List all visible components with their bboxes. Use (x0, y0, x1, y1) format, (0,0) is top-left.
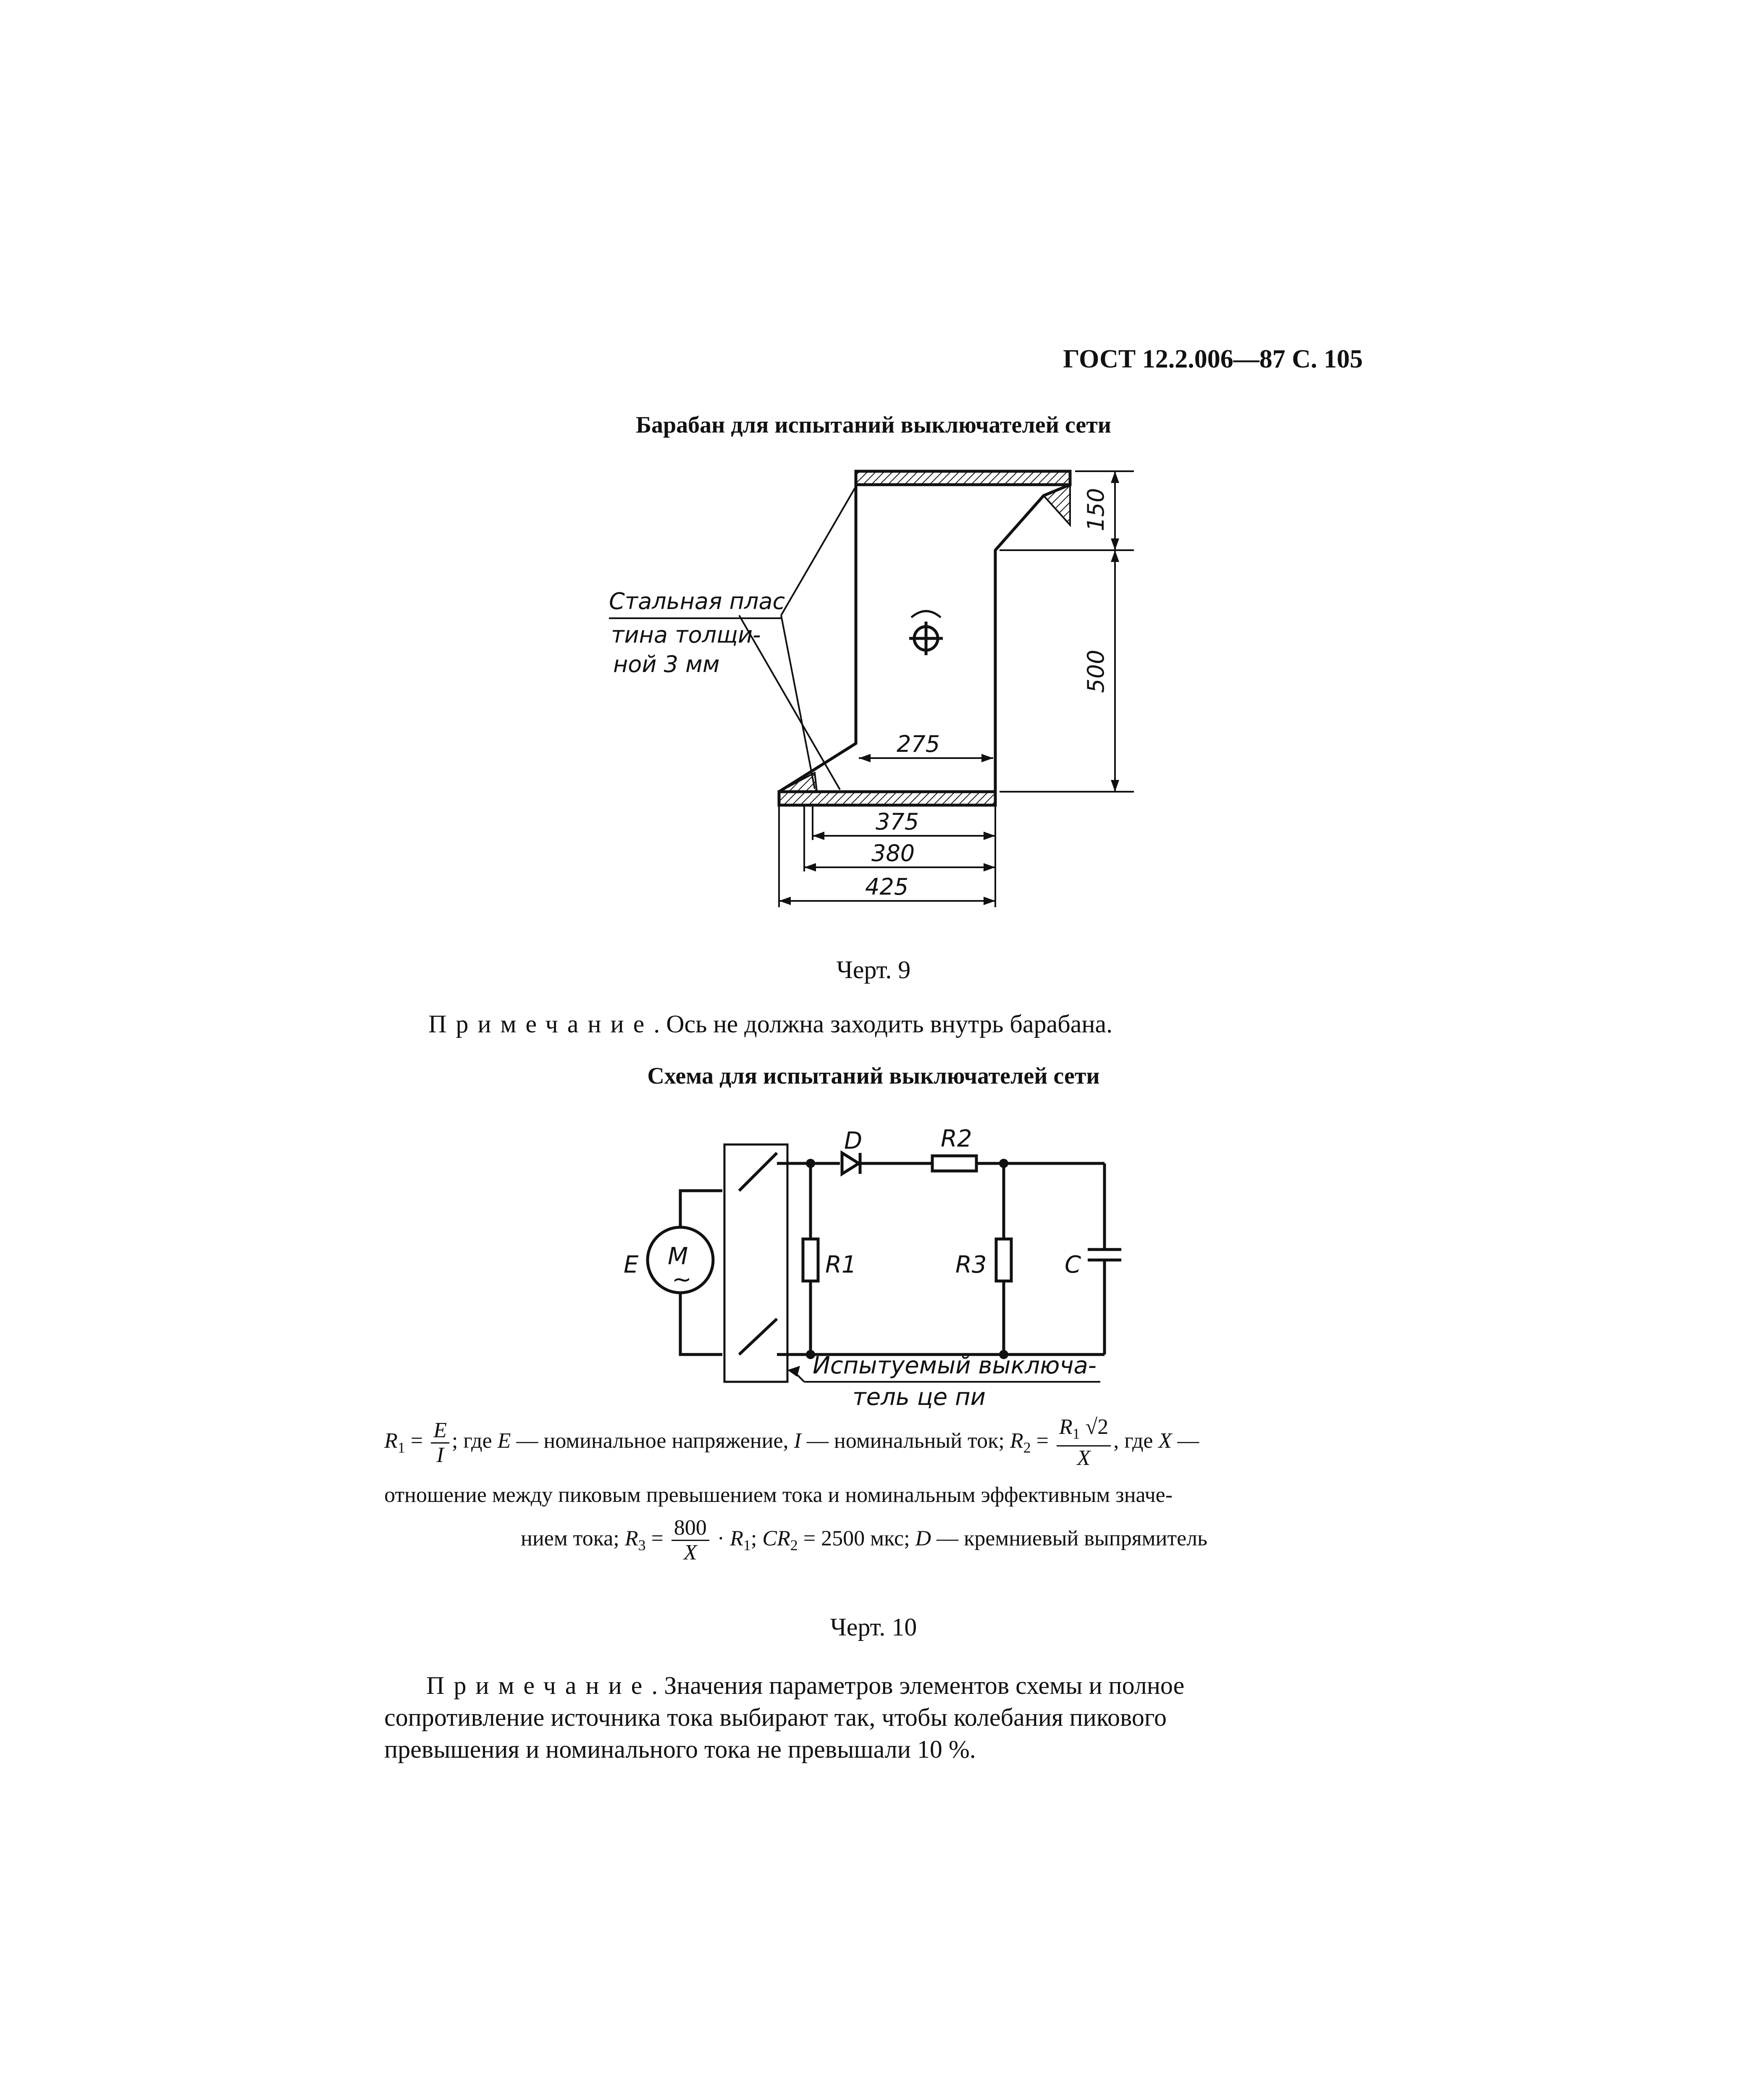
formula-line2: отношение между пиковым превышением тока и номинальным эффективным значе- (384, 1483, 1173, 1507)
label-D: D (844, 1127, 863, 1155)
plate-label-line2: тина толщи- (611, 622, 761, 648)
figure9-caption: Черт. 9 (836, 956, 911, 984)
note10-line1: . Значения параметров элементов схемы и полное (651, 1672, 1185, 1699)
figure10-note (384, 1670, 1363, 1765)
dim-375: 375 (876, 808, 919, 835)
motor-M: M (668, 1243, 688, 1270)
dim-425: 425 (865, 874, 909, 900)
label-R1: R1 (825, 1251, 857, 1278)
figure9-title: Барабан для испытаний выключателей сети (635, 412, 1112, 438)
switch-label-line1: Испытуемый выключа- (813, 1352, 1097, 1379)
label-E: E (624, 1251, 639, 1278)
dim-150: 150 (1083, 488, 1109, 531)
note10-line3: превышения и номинального тока не превышали 10 %. (384, 1735, 976, 1763)
label-R2: R2 (941, 1125, 972, 1152)
switch-label-line2: тель це пи (853, 1383, 986, 1411)
motor-tilde: ~ (672, 1266, 692, 1293)
figure10-caption: Черт. 10 (830, 1613, 917, 1641)
dim-380: 380 (871, 840, 915, 866)
figure10-title: Схема для испытаний выключателей сети (647, 1063, 1100, 1089)
plate-label-line1: Стальная плас (609, 588, 785, 614)
dim-500: 500 (1083, 649, 1109, 693)
dim-275: 275 (897, 731, 940, 757)
label-R3: R3 (955, 1251, 987, 1278)
note10-line2: сопротивление источника тока выбирают так, чтобы колебания пикового (384, 1704, 1167, 1731)
formula-line3: нием тока; $R_3$ = $\frac{800}{X}$ · $R_1$; $CR_2 = 2500$ мкс; D — кремниевый выпрямитель (521, 1516, 1207, 1564)
note-prefix: Примечание (428, 1010, 654, 1038)
formula-line1: $R_1$ = $\frac{E}{I}$ ; где E — номинальное напряжение, I — номинальный ток; $R_2$ = $\frac{R_1 √2}{X}$ , где X — (384, 1415, 1199, 1470)
label-C: C (1065, 1251, 1081, 1278)
page-header: ГОСТ 12.2.006—87 С. 105 (1063, 345, 1363, 373)
note-text: . Ось не должна заходить внутрь барабана. (653, 1010, 1113, 1038)
plate-label-line3: ной 3 мм (613, 651, 720, 677)
note10-prefix: Примечание (426, 1672, 652, 1699)
